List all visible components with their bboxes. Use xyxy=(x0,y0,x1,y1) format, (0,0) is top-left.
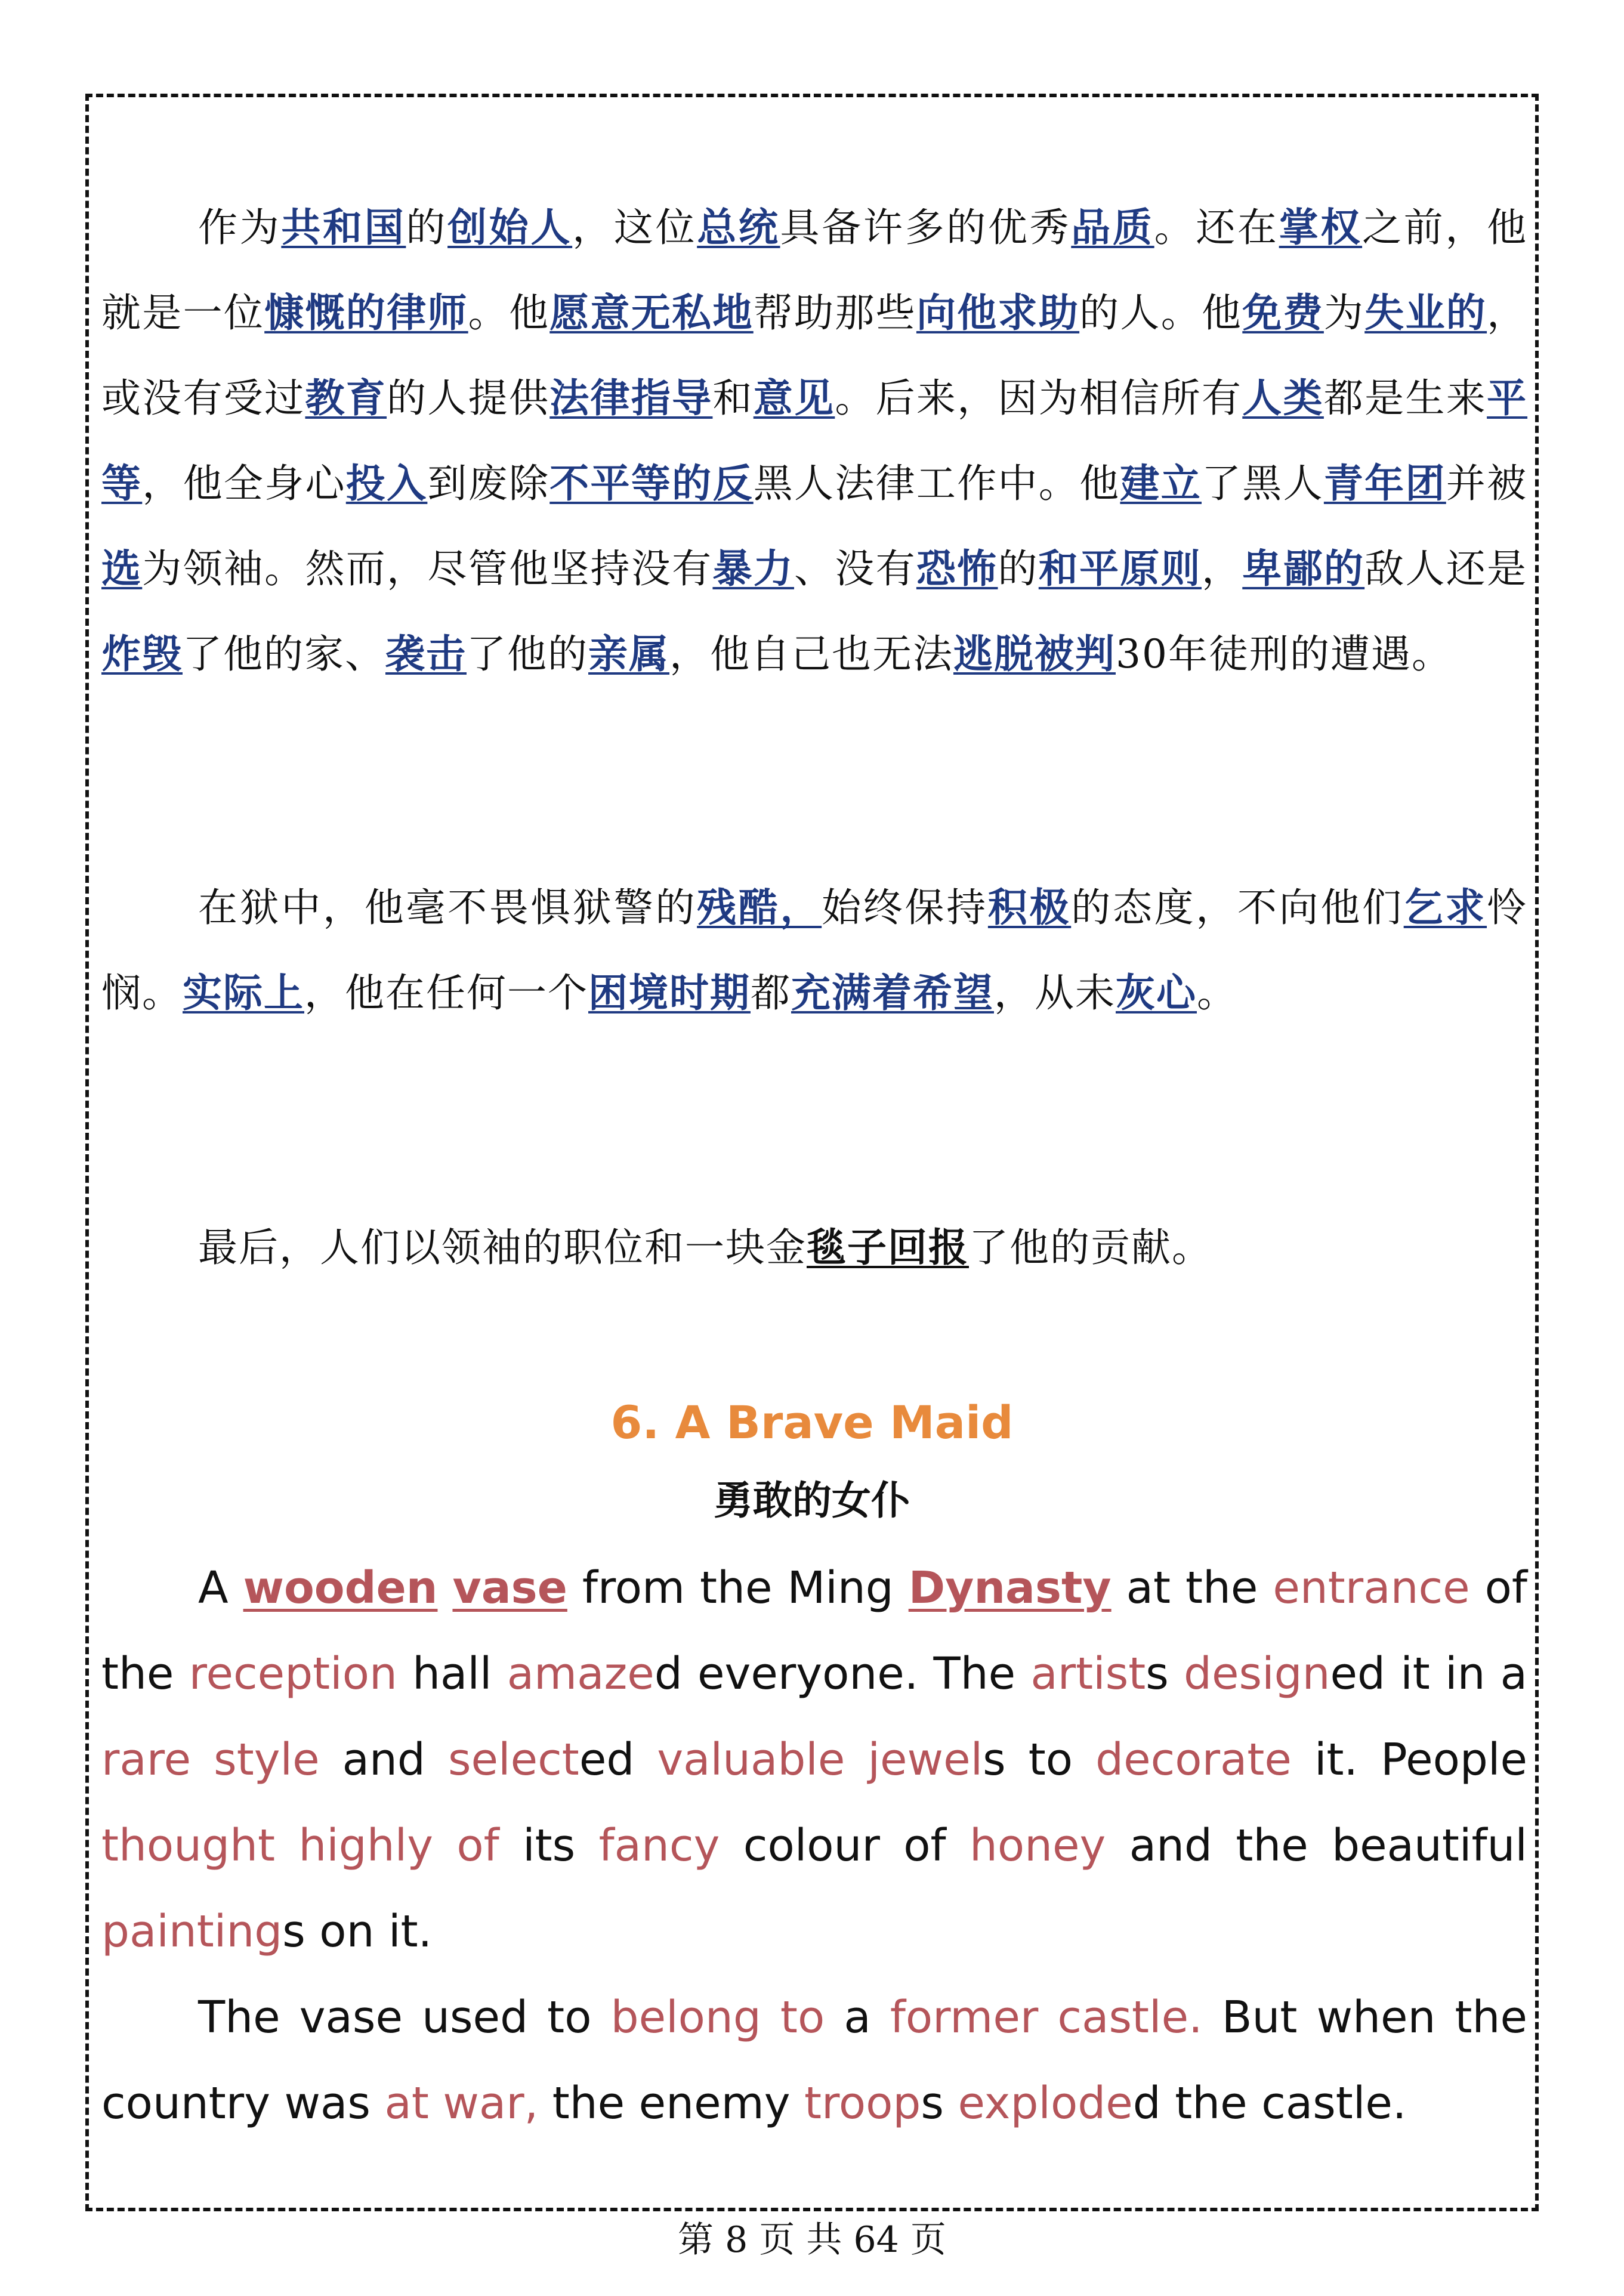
keyword: 暴力 xyxy=(712,545,795,592)
keyword: 灰心 xyxy=(1116,969,1197,1016)
text-run: 始终保持 xyxy=(822,885,988,931)
text-run: ，他全身心 xyxy=(142,461,346,506)
chinese-paragraph-1 xyxy=(101,185,1527,697)
text-run: 都是生来 xyxy=(1323,375,1487,421)
keyword: valuable jewel xyxy=(657,1734,983,1785)
text-run: of the xyxy=(101,1562,1527,1699)
keyword: 总统 xyxy=(697,204,780,251)
keyword: 青年团 xyxy=(1323,460,1446,506)
keyword: 亲属 xyxy=(588,631,669,677)
text-run: 敌人还是 xyxy=(1364,546,1528,592)
keyword: 选 xyxy=(101,545,143,592)
text-run: 的 xyxy=(998,546,1039,592)
english-paragraph-2 xyxy=(101,1974,1527,2146)
keyword: 教育 xyxy=(305,375,387,421)
keyword: entrance xyxy=(1273,1562,1470,1614)
keyword: amaze xyxy=(507,1648,654,1699)
keyword: 愿意无私地 xyxy=(549,289,754,336)
section-title: 6. A Brave Maid xyxy=(610,1396,1014,1449)
keyword: 慷慨的律师 xyxy=(264,289,468,336)
text-run: colour of xyxy=(720,1820,970,1871)
text-run: and the beautiful xyxy=(1106,1820,1527,1871)
keyword: Dynasty xyxy=(908,1562,1112,1614)
keyword: troop xyxy=(804,2078,921,2129)
text-run: 。后来，因为相信所有 xyxy=(835,375,1243,421)
keyword: 和平原则 xyxy=(1038,545,1202,592)
english-paragraph-1 xyxy=(101,1545,1527,1974)
text-run: A xyxy=(198,1562,243,1614)
text-run: and xyxy=(319,1734,448,1785)
keyword: 品质 xyxy=(1071,204,1154,251)
text-run: s on it. xyxy=(282,1906,433,1957)
keyword: artist xyxy=(1030,1648,1146,1699)
keyword: 卑鄙的 xyxy=(1242,545,1365,592)
text-run: 怜悯。 xyxy=(101,885,1528,1016)
keyword: 创始人 xyxy=(447,204,573,251)
text-run: s to xyxy=(983,1734,1096,1785)
keyword: 免费 xyxy=(1242,289,1324,336)
chinese-paragraph-3 xyxy=(101,1205,1527,1290)
text-run: ，从未 xyxy=(994,970,1116,1016)
keyword: explode xyxy=(958,2078,1133,2129)
keyword: 逃脱被判 xyxy=(953,631,1116,677)
text-run: at the xyxy=(1111,1562,1273,1614)
keyword: fancy xyxy=(598,1820,720,1871)
chinese-paragraph-2 xyxy=(101,865,1527,1036)
text-run: 的 xyxy=(406,205,448,251)
text-run: 作为 xyxy=(198,205,282,251)
keyword: 人类 xyxy=(1242,375,1324,421)
text-run: d the castle. xyxy=(1132,2078,1407,2129)
text-run: a xyxy=(825,1992,890,2043)
text-run: its xyxy=(499,1820,599,1871)
keyword: 法律指导 xyxy=(549,375,713,421)
text-run: 了黑人 xyxy=(1202,461,1324,506)
text-run: the enemy xyxy=(538,2078,805,2129)
text-run: from the Ming xyxy=(567,1562,909,1614)
text-run: 。他 xyxy=(468,290,550,336)
text-run: 并被 xyxy=(1446,461,1528,506)
keyword: 毯子回报 xyxy=(807,1224,969,1271)
text-run: 。 xyxy=(1197,970,1237,1016)
keyword: 充满着希望 xyxy=(791,969,994,1016)
keyword: painting xyxy=(101,1906,283,1957)
text-run: 为 xyxy=(1323,290,1365,336)
keyword: rare style xyxy=(101,1734,320,1785)
keyword: decorate xyxy=(1095,1734,1292,1785)
keyword: 向他求助 xyxy=(916,289,1080,336)
text-run: 都 xyxy=(751,970,791,1016)
keyword: vase xyxy=(452,1562,567,1614)
keyword: thought highly of xyxy=(101,1820,499,1871)
text-run: 了他的 xyxy=(467,631,588,677)
text-run: 为领袖。然而，尽管他坚持没有 xyxy=(142,546,713,592)
keyword: belong to xyxy=(610,1992,825,2043)
text-run: 30年徒刑的遭遇。 xyxy=(1116,631,1452,677)
keyword: select xyxy=(447,1734,579,1785)
text-run: 。还在 xyxy=(1154,205,1279,251)
text-run: ，他自己也无法 xyxy=(669,631,953,677)
page-footer: 第 8 页 共 64 页 xyxy=(678,2219,946,2261)
keyword: 恐怖 xyxy=(916,545,998,592)
text-run: s xyxy=(921,2078,958,2129)
keyword: at war, xyxy=(384,2078,539,2129)
keyword: 积极 xyxy=(987,884,1072,931)
text-run: ，这位 xyxy=(572,205,697,251)
keyword: 炸毁 xyxy=(101,631,183,677)
keyword: 建立 xyxy=(1120,460,1202,506)
text-run: 和 xyxy=(712,375,754,421)
text-run: ，或没有受过 xyxy=(101,290,1528,421)
text-run: hall xyxy=(397,1648,507,1699)
keyword: 平等 xyxy=(101,375,1528,506)
keyword: 掌权 xyxy=(1279,204,1363,251)
text-run: ed it in a xyxy=(1330,1648,1528,1699)
keyword: 不平等的反 xyxy=(549,460,754,506)
text-run: 黑人法律工作中。他 xyxy=(753,461,1120,506)
text-run: 帮助那些 xyxy=(753,290,916,336)
keyword: honey xyxy=(969,1820,1106,1871)
keyword: former castle. xyxy=(890,1992,1203,2043)
text-run: 的态度，不向他们 xyxy=(1071,885,1404,931)
keyword: 困境时期 xyxy=(588,969,751,1016)
text-run: 具备许多的优秀 xyxy=(780,205,1072,251)
keyword: 残酷， xyxy=(697,884,822,931)
section-subtitle: 勇敢的女仆 xyxy=(714,1477,910,1524)
text-run: 的人提供 xyxy=(387,375,550,421)
text-run: 到废除 xyxy=(427,461,550,506)
keyword: 实际上 xyxy=(183,969,304,1016)
text-run: 之前，他就是一位 xyxy=(101,205,1528,336)
text-run: The vase used to xyxy=(198,1992,611,2043)
keyword: 意见 xyxy=(753,375,835,421)
keyword: wooden xyxy=(243,1562,438,1614)
text-run: 最后，人们以领袖的职位和一块金 xyxy=(198,1225,807,1271)
keyword: design xyxy=(1184,1648,1330,1699)
keyword: reception xyxy=(189,1648,397,1699)
text-run: 在狱中，他毫不畏惧狱警的 xyxy=(198,885,697,931)
text-run: it. People xyxy=(1291,1734,1527,1785)
text-run: s xyxy=(1146,1648,1184,1699)
keyword: 共和国 xyxy=(281,204,406,251)
text-run: But when the country was xyxy=(101,1992,1527,2129)
text-run: 、没有 xyxy=(794,546,916,592)
text-run xyxy=(437,1562,452,1614)
keyword: 袭击 xyxy=(385,631,467,677)
text-run: 了他的家、 xyxy=(183,631,385,677)
text-run: ， xyxy=(1201,546,1243,592)
text-run: 的人。他 xyxy=(1079,290,1243,336)
text-run: d everyone. The xyxy=(654,1648,1031,1699)
text-run: 了他的贡献。 xyxy=(969,1225,1212,1271)
keyword: 乞求 xyxy=(1403,884,1487,931)
keyword: 失业的 xyxy=(1364,289,1487,336)
text-run: ，他在任何一个 xyxy=(304,970,588,1016)
text-run: ed xyxy=(579,1734,657,1785)
keyword: 投入 xyxy=(345,460,428,506)
